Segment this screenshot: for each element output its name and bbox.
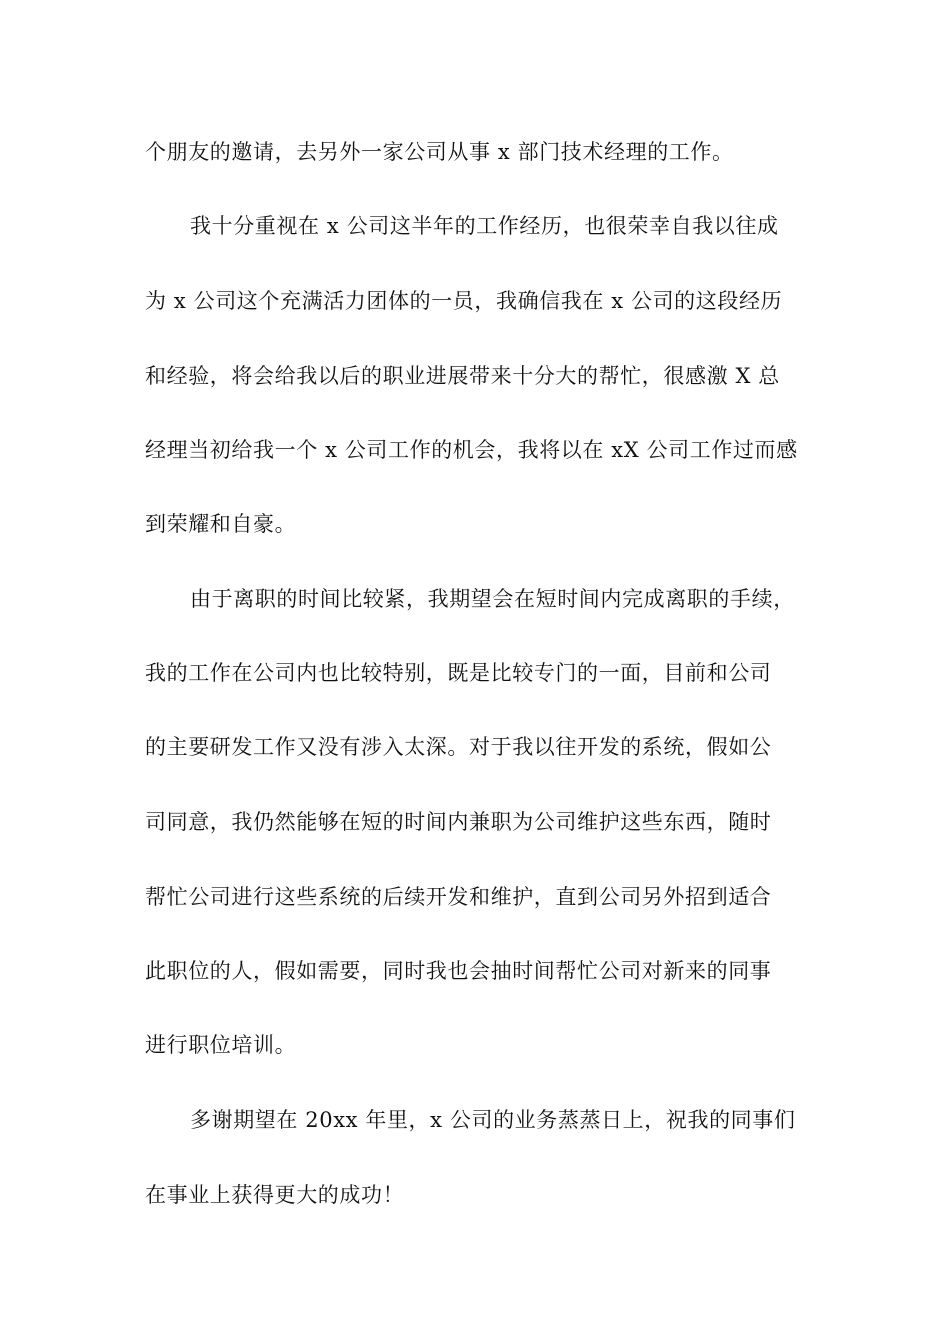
text-line: 为 x 公司这个充满活力团体的一员，我确信我在 x 公司的这段经历	[145, 289, 783, 313]
text-line: 帮忙公司进行这些系统的后续开发和维护，直到公司另外招到适合	[145, 885, 772, 909]
text-line: 到荣耀和自豪。	[145, 512, 297, 536]
text-line: 个朋友的邀请，去另外一家公司从事 x 部门技术经理的工作。	[145, 140, 734, 164]
paragraph-first-line: 由于离职的时间比较紧，我期望会在短时间内完成离职的手续，	[190, 587, 795, 611]
text-line: 司同意，我仍然能够在短的时间内兼职为公司维护这些东西，随时	[145, 810, 772, 834]
text-line: 我的工作在公司内也比较特别，既是比较专门的一面，目前和公司	[145, 661, 772, 685]
text-line: 的主要研发工作又没有涉入太深。对于我以往开发的系统，假如公	[145, 735, 772, 759]
paragraph-first-line: 多谢期望在 20xx 年里，x 公司的业务蒸蒸日上，祝我的同事们	[190, 1108, 796, 1132]
text-line: 进行职位培训。	[145, 1033, 297, 1057]
text-line: 在事业上获得更大的成功！	[145, 1183, 405, 1207]
paragraph-first-line: 我十分重视在 x 公司这半年的工作经历，也很荣幸自我以往成	[190, 214, 779, 238]
text-line: 和经验，将会给我以后的职业进展带来十分大的帮忙，很感激 X 总	[145, 364, 780, 388]
text-line: 此职位的人，假如需要，同时我也会抽时间帮忙公司对新来的同事	[145, 959, 772, 983]
text-line: 经理当初给我一个 x 公司工作的机会，我将以在 xX 公司工作过而感	[145, 438, 798, 462]
